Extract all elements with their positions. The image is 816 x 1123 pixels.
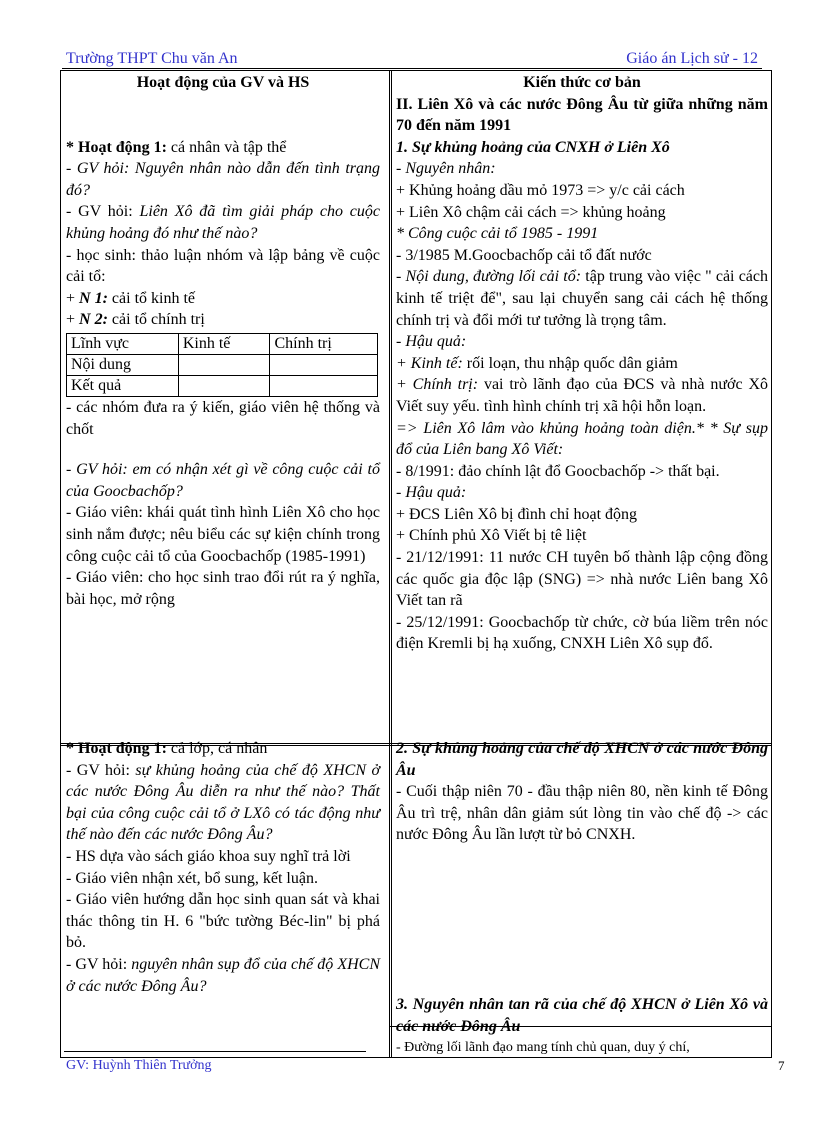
reform-table-cell: Chính trị [270,333,378,354]
consequence-label: - Hậu quả: [396,333,467,351]
teacher-note-2: - Giáo viên: cho học sinh trao đổi rút ra ý nghĩa, bài học, mở rộng [66,569,380,608]
reform-table-cell: Lĩnh vực [67,333,179,354]
teacher-note-4: - Giáo viên hướng dẫn học sinh quan sát và khai thác thông tin H. 6 "bức tường Béc-lin" bị phá bỏ. [66,891,380,952]
header-rule [62,68,762,69]
reform-content: - Nội dung, đường lối cải tổ: tập trung vào việc " cải cách kinh tế triệt để", sau lại chuyển sang cải cách hệ thống chính trị và đổi mới tư tưởng là trọng tâm. [396,268,769,329]
groups-note: - các nhóm đưa ra ý kiến, giáo viên hệ thống và chốt [66,398,380,438]
reform-start: - 3/1985 M.Goocbachốp cải tổ đất nước [396,246,652,264]
consequence-2b: + Chính phủ Xô Viết bị tê liệt [396,527,587,545]
activity-1: * Hoạt động 1: cá nhân và tập thể [66,138,287,156]
event-1: - 8/1991: đảo chính lật đổ Goocbachốp -> thất bại. [396,462,720,480]
page-header-school: Trường THPT Chu văn An [66,50,238,67]
cause-paragraph: - Đường lối lãnh đạo mang tính chủ quan, duy ý chí, [396,1040,690,1056]
reform-table-cell [270,354,378,375]
reform-table [66,333,378,397]
left-column-bottom [66,738,380,997]
reform-period: * Công cuộc cải tổ 1985 - 1991 [396,225,599,243]
heading-1: 1. Sự khủng hoảng của CNXH ở Liên Xô [396,138,670,156]
heading-3: 3. Nguyên nhân tan rã của chế độ XHCN ở Liên Xô và các nước Đông Âu [396,996,768,1035]
right-column-bottom [396,738,768,846]
gv-question-5: - GV hỏi: nguyên nhân sụp đổ của chế độ XHCN ở các nước Đông Âu? [66,955,380,995]
reform-table-cell [178,375,270,396]
cause-label: - Nguyên nhân: [396,160,496,178]
reform-table-cell: Kết quả [67,375,179,396]
left-column-header: Hoạt động của GV và HS [136,74,310,91]
cause-2: + Liên Xô chậm cải cách => khủng hoảng [396,203,666,221]
conclusion: => Liên Xô lâm vào khủng hoảng toàn diện.* * Sự sụp đổ của Liên bang Xô Viết: [396,419,768,459]
reform-table-cell [270,375,378,396]
page-header-subject: Giáo án Lịch sử - 12 [626,50,758,67]
heading-2: 2. Sự khủng hoảng của chế độ XHCN ở các nước Đông Âu [396,740,768,779]
gv-question-3: - GV hỏi: em có nhận xét gì về công cuộc cải tổ của Goocbachốp? [66,461,380,500]
teacher-note-1: - Giáo viên: khái quát tình hình Liên Xô cho học sinh nắm được; nêu biểu các sự kiện chính trong công cuộc cải tổ của Goocbachốp (1985-1991) [66,504,380,565]
column-divider [389,70,392,1058]
right-column-bottom-2 [396,994,768,1059]
reform-table-cell: Kinh tế [178,333,270,354]
gv-question-2: - GV hỏi: Liên Xô đã tìm giải pháp cho cuộc khủng hoảng đó như thế nào? [66,203,380,242]
teacher-note-3: - Giáo viên nhận xét, bổ sung, kết luận. [66,869,318,887]
gv-question-1: - GV hỏi: Nguyên nhân nào dẫn đến tình trạng đó? [66,160,380,199]
reform-table-cell [178,354,270,375]
economy-consequence: + Kinh tế: rối loạn, thu nhập quốc dân giảm [396,354,678,372]
consequence-2a: + ĐCS Liên Xô bị đình chỉ hoạt động [396,505,638,523]
page-number: 7 [778,1058,785,1073]
student-answer: - HS dựa vào sách giáo khoa suy nghĩ trả lời [66,847,351,865]
consequence-label-2: - Hậu quả: [396,484,467,502]
left-column-top [66,72,380,610]
event-2: - 21/12/1991: 11 nước CH tuyên bố thành lập cộng đồng các quốc gia độc lập (SNG) => nhà nước Liên bang Xô Viết tan rã [396,549,768,610]
right-column-header: Kiến thức cơ bản [523,74,641,91]
footer-teacher: GV: Huỳnh Thiên Trưởng [66,1058,212,1073]
group-2: + N 2: cải tổ chính trị [66,311,205,329]
activity-2: * Hoạt động 1: cả lớp, cá nhân [66,740,268,757]
event-3: - 25/12/1991: Goocbachốp từ chức, cờ búa liềm trên nóc điện Kremli bị hạ xuống, CNXH Liên Xô sụp đổ. [396,613,768,653]
section-title: II. Liên Xô và các nước Đông Âu từ giữa những năm 70 đến năm 1991 [396,95,768,135]
cause-1: + Khủng hoảng dầu mỏ 1973 => y/c cải cách [396,181,685,199]
right-column-top [396,72,768,655]
politics-consequence: + Chính trị: vai trò lãnh đạo của ĐCS và nhà nước Xô Viết suy yếu. tình hình chính trị xã hội hỗn loạn. [396,376,769,415]
footer-rule [64,1051,366,1052]
eastern-europe-paragraph: - Cuối thập niên 70 - đầu thập niên 80, nền kinh tế Đông Âu trì trệ, nhân dân giảm sút lòng tin vào chế độ -> các nước Đông Âu lần lượt từ bỏ CNXH. [396,783,768,844]
group-1: + N 1: cải tổ kinh tế [66,289,196,307]
reform-table-cell: Nội dung [67,354,179,375]
gv-question-4: - GV hỏi: sự khủng hoảng của chế độ XHCN ở các nước Đông Âu diễn ra như thế nào? Thất bại của công cuộc cải tổ ở LXô có tác động như thế nào đến các nước Đông Âu? [66,761,380,844]
student-task: - học sinh: thảo luận nhóm và lập bảng về cuộc cải tổ: [66,246,380,286]
